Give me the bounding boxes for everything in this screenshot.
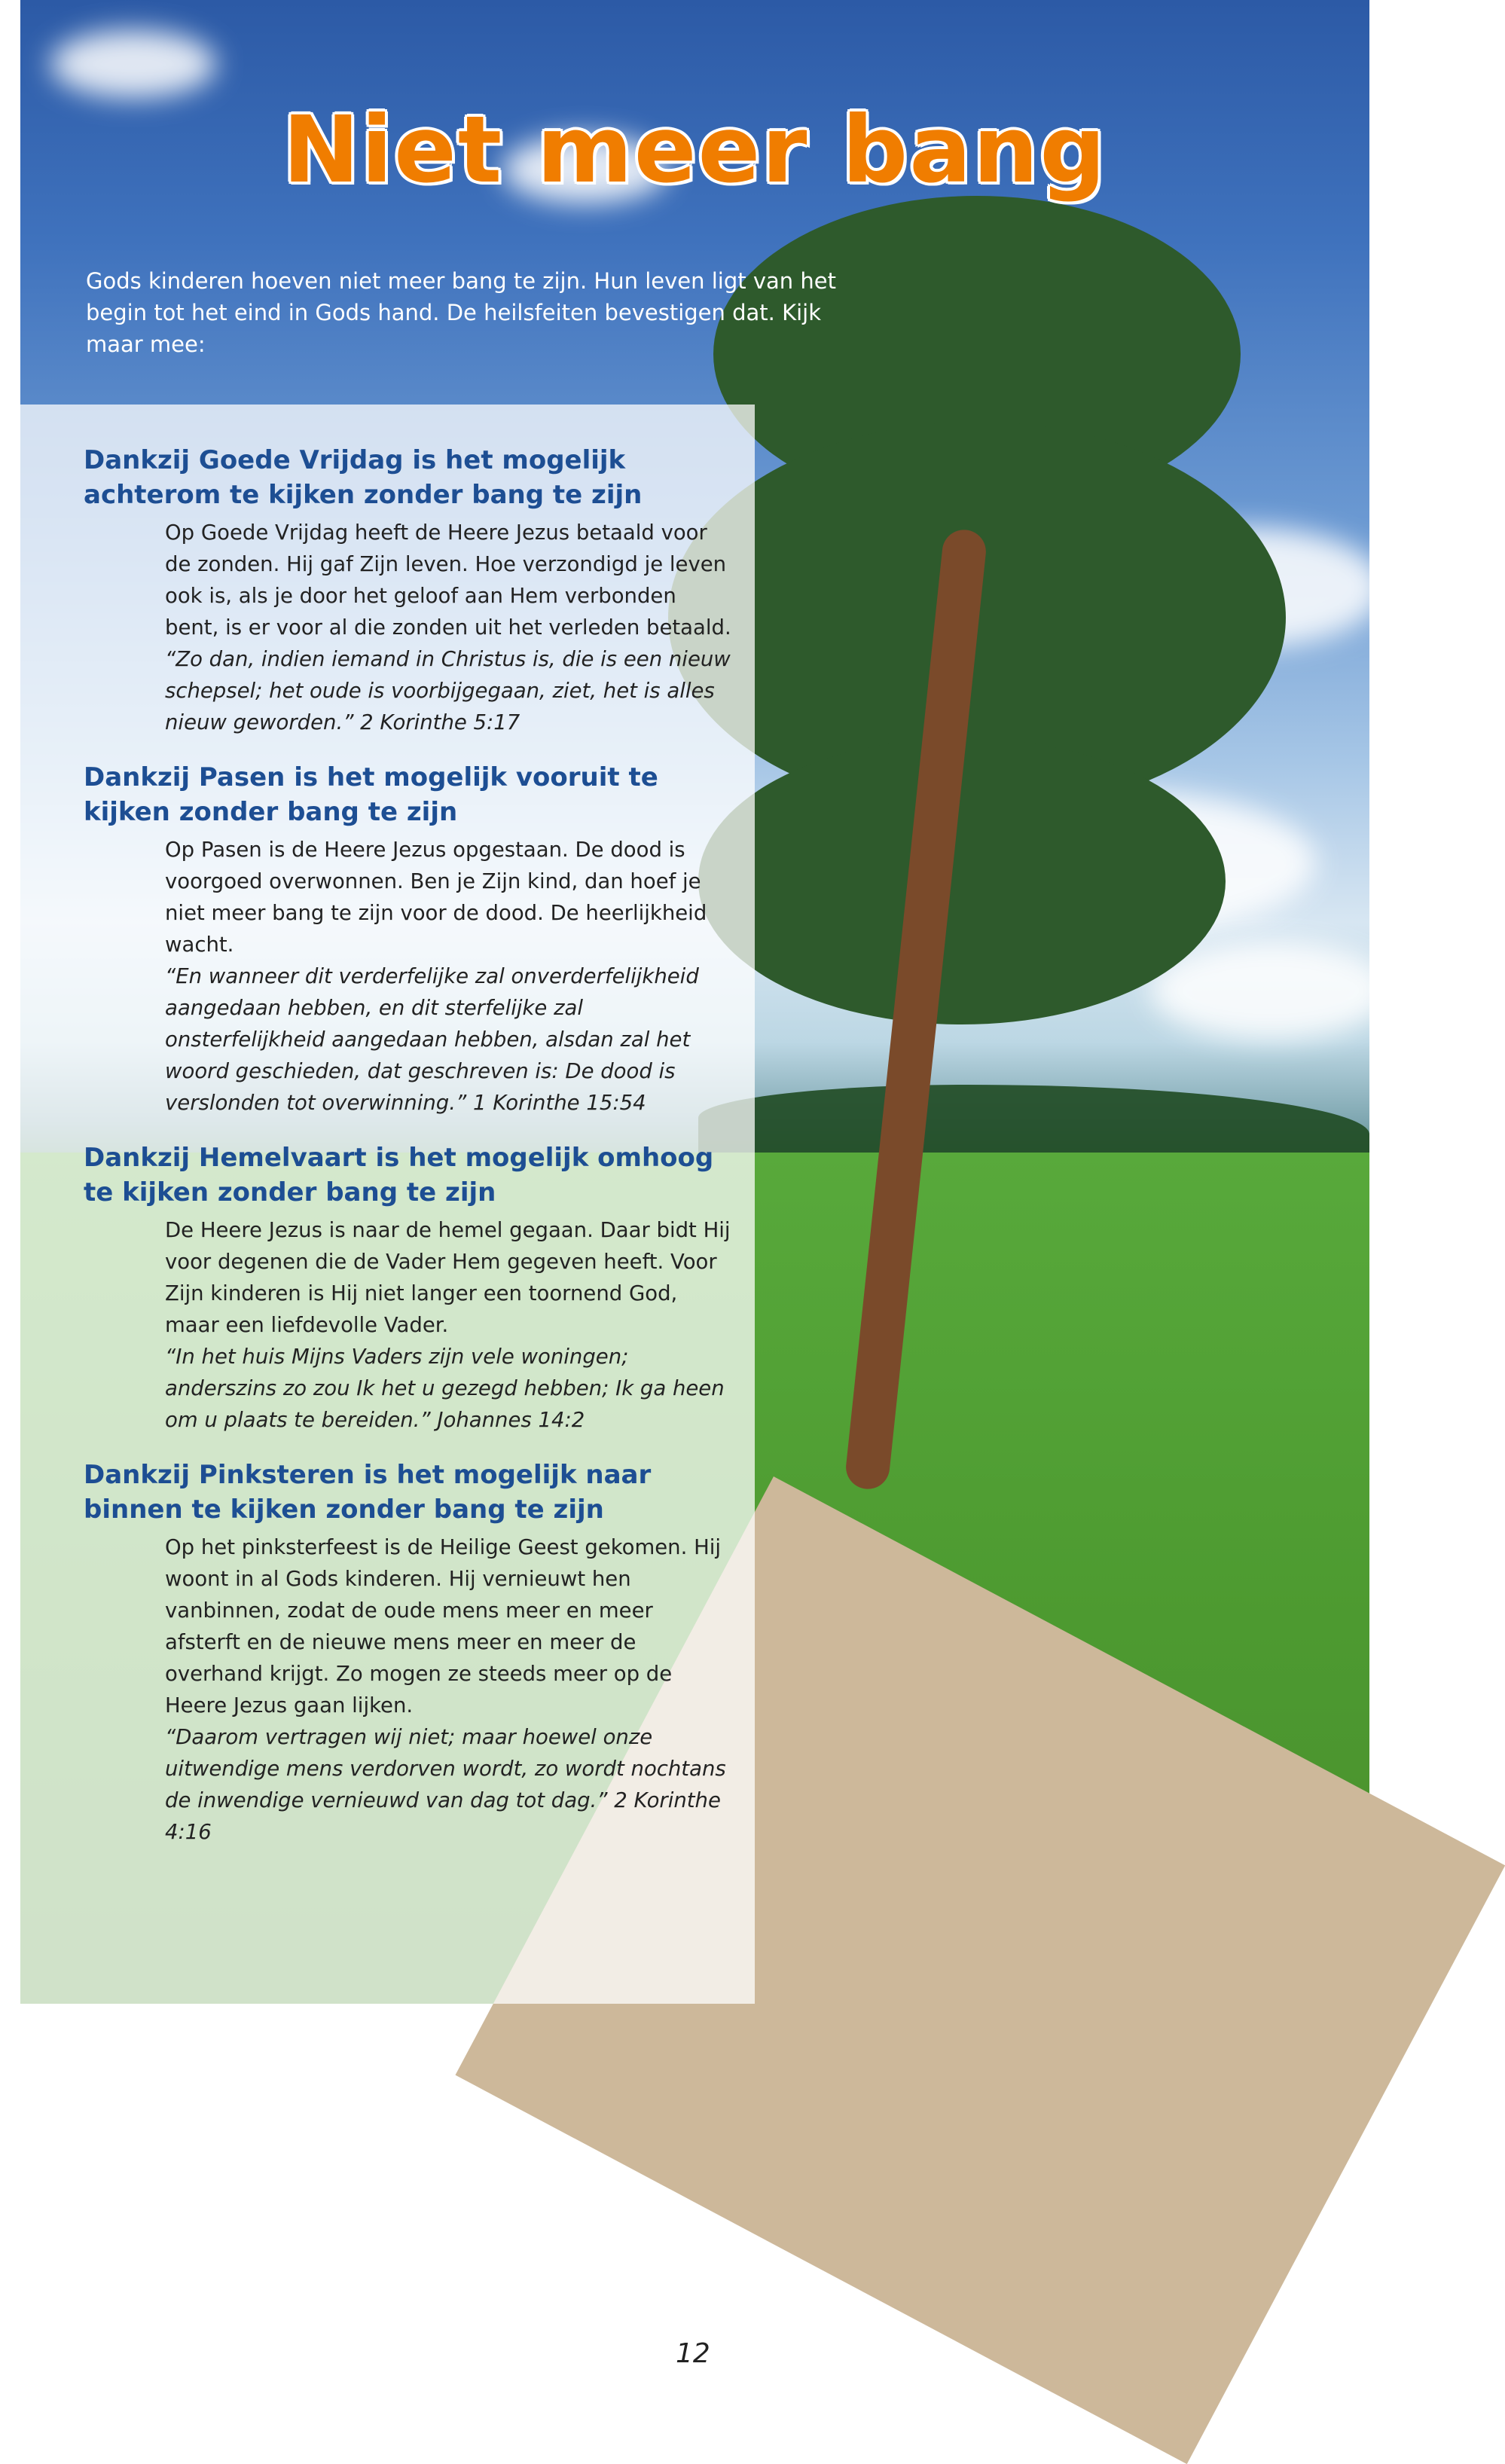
section-pasen — [84, 760, 731, 1119]
page-background — [20, 0, 1369, 2369]
bible-quote: “In het huis Mijns Vaders zijn vele woningen; anderszins zo zou Ik het u gezegd hebben; Ik ga heen om u plaats te bereiden.” Johannes 14:2 — [165, 1345, 725, 1432]
content-panel — [20, 405, 755, 2369]
sections — [84, 443, 731, 1870]
page-number: 12 — [676, 2338, 710, 2369]
section-heading: Dankzij Hemelvaart is het mogelijk omhoog te kijken zonder bang te zijn — [84, 1143, 714, 1208]
section-body: Op het pinksterfeest is de Heilige Geest gekomen. Hij woont in al Gods kinderen. Hij vernieuwt hen vanbinnen, zodat de oude mens meer en meer afsterft en de nieuwe mens meer en meer de overhand krijgt. Zo mogen ze steeds meer op de Heere Jezus gaan lijken. — [165, 1535, 722, 1717]
bible-quote: “En wanneer dit verderfelijke zal onverderfelijkheid aangedaan hebben, en dit sterfelijke zal onsterfelijkheid aangedaan hebben, alsdan zal het woord geschieden, dat geschreven is: De dood is verslonden tot overwinning.” 1 Korinthe 15:54 — [165, 964, 699, 1115]
cloud — [50, 30, 216, 98]
section-heading: Dankzij Pasen is het mogelijk vooruit te kijken zonder bang te zijn — [84, 762, 658, 827]
bible-quote: “Daarom vertragen wij niet; maar hoewel onze uitwendige mens verdorven wordt, zo wordt nochtans de inwendige vernieuwd van dag tot dag.” 2 Korinthe 4:16 — [165, 1725, 726, 1844]
section-heading: Dankzij Pinksteren is het mogelijk naar binnen te kijken zonder bang te zijn — [84, 1460, 652, 1525]
section-hemelvaart — [84, 1140, 731, 1436]
page-title: Niet meer bang — [282, 96, 1107, 203]
section-heading: Dankzij Goede Vrijdag is het mogelijk achterom te kijken zonder bang te zijn — [84, 445, 643, 510]
intro-text: Gods kinderen hoeven niet meer bang te zijn. Hun leven ligt van het begin tot het eind in Gods hand. De heilsfeiten bevestigen dat. Kijk maar mee: — [86, 268, 836, 357]
section-body: Op Pasen is de Heere Jezus opgestaan. De dood is voorgoed overwonnen. Ben je Zijn kind, dan hoef je niet meer bang te zijn voor de dood. De heerlijkheid wacht. — [165, 838, 707, 957]
section-goede-vrijdag — [84, 443, 731, 738]
section-body: Op Goede Vrijdag heeft de Heere Jezus betaald voor de zonden. Hij gaf Zijn leven. Hoe verzondigd je leven ook is, als je door het geloof aan Hem verbonden bent, is er voor al die zonden uit het verleden betaald. — [165, 521, 731, 640]
bible-quote: “Zo dan, indien iemand in Christus is, die is een nieuw schepsel; het oude is voorbijgegaan, ziet, het is alles nieuw geworden.” 2 Korinthe 5:17 — [165, 647, 731, 734]
section-body: De Heere Jezus is naar de hemel gegaan. Daar bidt Hij voor degenen die de Vader Hem gegeven heeft. Voor Zijn kinderen is Hij niet langer een toornend God, maar een liefdevolle Vader. — [165, 1218, 731, 1337]
section-pinksteren — [84, 1458, 731, 1848]
